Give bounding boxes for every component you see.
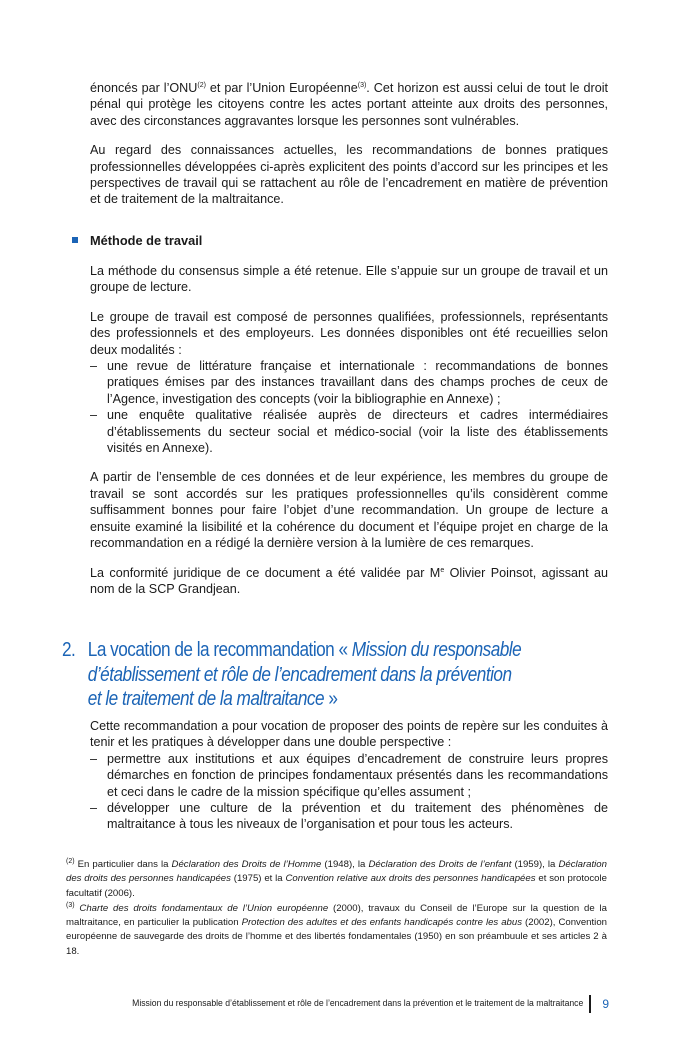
footnote-ref-2[interactable]: (2) xyxy=(197,81,206,89)
paragraph-groupe-travail: Le groupe de travail est composé de personnes qualifiées, professionnels, représentants des professionnels et des employeurs. Les données disponibles ont été recueillies selon deux modalités : xyxy=(90,309,608,357)
methode-block xyxy=(90,263,608,597)
running-title: Mission du responsable d’établissement et rôle de l’encadrement dans la prévention et le traitement de la maltraitance xyxy=(131,998,583,1009)
paragraph-conformite: La conformité juridique de ce document a été validée par Me Olivier Poinsot, agissant au nom de la SCP Grandjean. xyxy=(90,565,608,596)
list-item: – une revue de littérature française et internationale : recommandations de bonnes pratiques émises par des instances travaillant dans des champs proches de ceux de l’Agence, investigation des concepts (voir la bibliographie en Annexe) ; xyxy=(90,359,608,406)
footnote-2: $^{(2)}$ En particulier dans la Déclaration des Droits de l’Homme (1948), la Déclaration des Droits de l’enfant (1959), la Déclaration des droits des personnes handicapées (1975) et la Convention relative aux droits des personnes handicapées et son protocole facultatif (2006). xyxy=(66,857,607,899)
page-number: 9 xyxy=(602,997,609,1011)
section-2-body xyxy=(90,718,608,833)
paragraph-vocation: Cette recommandation a pour vocation de proposer des points de repère sur les conduites à tenir et les pratiques à développer dans une double perspective : xyxy=(90,719,608,750)
footnote-3: $^{(3)}$ Charte des droits fondamentaux de l’Union européenne (2000), travaux du Conseil de l’Europe sur la question de la maltraitance, en particulier la publication Protection des adultes et des enfants handicapés contre les abus (2002), Convention européenne de sauvegarde des droits de l’homme et des libertés fondamentales (1950) en son préambuule et ses articles 2 à 18. xyxy=(66,901,608,957)
paragraph-intro: énoncés par l’ONU$^{(2)}$ et par l’Union Européenne$^{(3)}$. Cet horizon est aussi celui de tout le droit pénal qui protège les citoyens contre les actes portant atteinte aux droits des personnes, avec des circonstances aggravantes lorsque les personnes sont vulnérables. xyxy=(90,81,609,128)
list-item: – permettre aux institutions et aux équipes d’encadrement de construire leurs propres démarches en fonction de principes fondamentaux présentés dans les recommandations et ceci dans le cadre de la mission spécifique qu’elles assument ; xyxy=(90,751,608,799)
heading-methode: Méthode de travail xyxy=(72,233,202,248)
page-footer xyxy=(100,995,607,1017)
footnotes xyxy=(66,858,607,959)
paragraph-methode: La méthode du consensus simple a été retenue. Elle s’appuie sur un groupe de travail et un groupe de lecture. xyxy=(90,264,608,295)
section-2-title: 2. La vocation de la recommandation « Mission du responsable d’établissement et rôle de l’encadrement dans la prévention et le traitement de la maltraitance » xyxy=(62,639,522,710)
footer-divider xyxy=(589,995,591,1013)
paragraph-consensus: A partir de l’ensemble de ces données et de leur expérience, les membres du groupe de travail se sont accordés sur les pratiques professionnelles qu’ils considèrent comme suffisamment bonnes pour faire l’objet d’une recommandation. Un groupe de lecture a ensuite examiné la lisibilité et la cohérence du document et l’équipe projet en charge de la recommandation en a rédigé la dernière version à la lumière de ces remarques. xyxy=(90,470,608,551)
square-bullet-icon xyxy=(72,237,78,243)
list-item: – une enquête qualitative réalisée auprès de directeurs et cadres intermédiaires d’établissements du secteur social et médico-social (voir la liste des établissements visités en Annexe). xyxy=(90,408,608,456)
list-item: – développer une culture de la prévention et du traitement des phénomènes de maltraitance à tous les niveaux de l’organisation et pour tous les acteurs. xyxy=(90,801,608,832)
intro-block xyxy=(90,80,608,208)
footnote-ref-3[interactable]: (3) xyxy=(357,81,367,89)
paragraph-connaissances: Au regard des connaissances actuelles, les recommandations de bonnes pratiques professionnelles développées ci-après explicitent des points d’accord sur les principes et les perspectives de travail qui se rattachent au rôle de l’encadrement en matière de prévention et de traitement de la maltraitance. xyxy=(90,143,608,207)
